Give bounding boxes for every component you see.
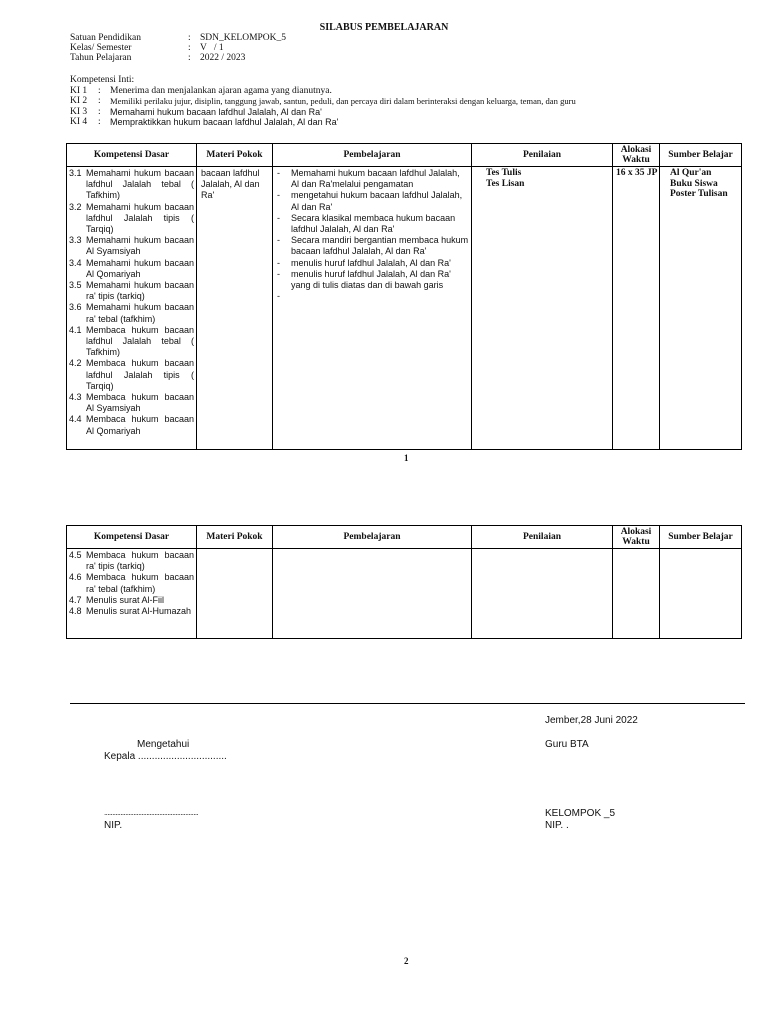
meta-value: V / 1 — [200, 43, 224, 53]
ki-number: KI 1 — [70, 85, 88, 96]
kd-number: 4.5 — [69, 550, 82, 560]
penilaian-cell — [472, 167, 613, 450]
ki-block — [70, 75, 750, 128]
kepala-name-line: .......................................................... — [104, 808, 199, 817]
kd-item — [69, 202, 194, 236]
materi-cell — [197, 549, 273, 639]
header-alokasi-waktu: Alokasi Waktu — [613, 144, 660, 167]
pembelajaran-text: mengetahui hukum bacaan lafdhul Jalalah, Al dan Ra' — [291, 190, 463, 212]
meta-label: Tahun Pelajaran — [70, 53, 132, 63]
header-materi-pokok: Materi Pokok — [197, 526, 273, 549]
meta-value: SDN_KELOMPOK_5 — [200, 33, 287, 43]
kd-text: Membaca hukum bacaan ra' tipis (tarkiq) — [86, 550, 194, 572]
meta-row: Satuan Pendidikan : SDN_KELOMPOK_5 — [70, 33, 287, 43]
pembelajaran-text: menulis huruf lafdhul Jalalah, Al dan Ra' yang di tulis diatas dan di bawah garis — [291, 268, 451, 291]
kd-number: 4.2 — [69, 358, 82, 369]
kepala-label: Kepala ................................ — [104, 751, 227, 762]
kd-item — [69, 358, 194, 392]
pembelajaran-item: - mengetahui hukum bacaan lafdhul Jalalah, Al dan Ra' — [275, 190, 469, 212]
header-penilaian: Penilaian — [472, 526, 613, 549]
kd-text: Memahami hukum bacaan ra' tipis (tarkiq) — [86, 280, 194, 302]
kd-item — [69, 280, 194, 302]
sumber-item: Al Qur'an — [670, 168, 712, 178]
kd-cell — [67, 549, 197, 639]
page-number: 1 — [404, 453, 409, 463]
place-date: Jember,28 Juni 2022 — [545, 715, 638, 726]
penilaian-item: Tes Lisan — [486, 178, 525, 189]
header-kompetensi-dasar: Kompetensi Dasar — [67, 526, 197, 549]
kd-text: Membaca hukum bacaan ra' tebal (tafkhim) — [86, 572, 194, 594]
materi-cell — [197, 167, 273, 450]
table-row — [67, 167, 742, 450]
guru-name: KELOMPOK _5 — [545, 808, 616, 819]
kd-text: Memahami hukum bacaan lafdhul Jalalah tipis ( Tarqiq) — [86, 201, 194, 235]
header-sumber-belajar: Sumber Belajar — [660, 526, 742, 549]
identity-block — [70, 33, 286, 63]
kd-text: Memahami hukum bacaan Al Syamsiyah — [86, 235, 194, 257]
meta-label: Kelas/ Semester — [70, 43, 132, 53]
pembelajaran-text: Secara klasikal membaca hukum bacaan lafdhul Jalalah, Al dan Ra' — [291, 212, 456, 235]
mengetahui-label: Mengetahui — [137, 739, 190, 750]
kd-item — [69, 302, 194, 324]
pembelajaran-text: menulis huruf lafdhul Jalalah, Al dan Ra' — [291, 257, 451, 268]
alokasi-cell — [613, 549, 660, 639]
pembelajaran-cell — [273, 167, 472, 450]
meta-row: Kelas/ Semester : V / 1 — [70, 43, 224, 53]
kd-text: Menulis surat Al-Humazah — [86, 606, 192, 617]
sumber-item: Poster Tulisan — [670, 189, 728, 199]
table-row — [67, 549, 742, 639]
ki-heading: Kompetensi Inti: — [70, 75, 135, 85]
header-materi-pokok: Materi Pokok — [197, 144, 273, 167]
kepala-nip: NIP. — [104, 820, 123, 831]
kd-text: Memahami hukum bacaan Al Qomariyah — [86, 257, 194, 279]
kd-item — [69, 258, 194, 280]
meta-label: Satuan Pendidikan — [70, 33, 141, 43]
materi-text: bacaan lafdhul Jalalah, Al dan Ra' — [201, 168, 260, 201]
ki-row: KI 3 : Memahami hukum bacaan lafdhul Jalalah, Al dan Ra' — [70, 106, 322, 117]
kd-number: 4.1 — [69, 324, 82, 335]
guru-role: Guru BTA — [545, 739, 589, 750]
kd-item — [69, 606, 194, 617]
page-number: 2 — [404, 956, 409, 966]
kd-number: 4.4 — [69, 414, 82, 425]
pembelajaran-item: - Memahami hukum bacaan lafdhul Jalalah, Al dan Ra'melalui pengamatan — [275, 168, 469, 190]
kd-number: 3.1 — [69, 168, 82, 178]
kd-number: 3.4 — [69, 257, 82, 268]
kd-number: 4.6 — [69, 572, 82, 583]
kd-text: Menulis surat Al-Fiil — [86, 594, 165, 605]
kd-number: 3.3 — [69, 235, 82, 246]
pembelajaran-text — [291, 291, 469, 302]
pembelajaran-text: Secara mandiri bergantian membaca hukum bacaan lafdhul Jalalah, Al dan Ra' — [291, 235, 469, 257]
meta-row: Tahun Pelajaran : 2022 / 2023 — [70, 53, 246, 63]
kd-number: 4.3 — [69, 392, 82, 403]
penilaian-item: Tes Tulis — [486, 168, 522, 178]
table-header-row — [67, 526, 742, 549]
pembelajaran-item: - menulis huruf lafdhul Jalalah, Al dan Ra' — [275, 258, 469, 269]
header-pembelajaran: Pembelajaran — [273, 144, 472, 167]
kd-text: Memahami hukum bacaan lafdhul Jalalah tebal ( Tafkhim) — [86, 168, 194, 201]
ki-number: KI 4 — [70, 117, 88, 128]
document-title: SILABUS PEMBELAJARAN — [319, 22, 449, 33]
ki-text: Memahami hukum bacaan lafdhul Jalalah, Al dan Ra' — [110, 106, 322, 117]
alokasi-text: 16 x 35 JP — [616, 168, 658, 178]
kd-item — [69, 168, 194, 202]
kd-number: 4.7 — [69, 594, 82, 605]
guru-nip: NIP. . — [545, 820, 569, 831]
kd-text: Membaca hukum bacaan lafdhul Jalalah tipis ( Tarqiq) — [86, 358, 194, 391]
header-penilaian: Penilaian — [472, 144, 613, 167]
kd-text: Membaca hukum bacaan Al Qomariyah — [86, 414, 194, 436]
divider — [70, 703, 745, 704]
kd-item — [69, 595, 194, 606]
ki-text: Memiliki perilaku jujur, disiplin, tanggung jawab, santun, peduli, dan percaya diri dalam berinteraksi dengan keluarga, teman, dan guru — [110, 96, 576, 107]
table-header-row — [67, 144, 742, 167]
ki-text: Menerima dan menjalankan ajaran agama yang dianutnya. — [110, 85, 332, 96]
kd-item — [69, 414, 194, 436]
kd-text: Memahami hukum bacaan ra' tebal (tafkhim) — [86, 302, 194, 324]
kd-number: 4.8 — [69, 606, 82, 617]
header-kompetensi-dasar: Kompetensi Dasar — [67, 144, 197, 167]
header-pembelajaran: Pembelajaran — [273, 526, 472, 549]
ki-row: KI 2 : Memiliki perilaku jujur, disiplin, tanggung jawab, santun, peduli, dan percaya diri dalam berinteraksi dengan keluarga, teman, dan guru — [70, 96, 576, 107]
kd-number: 3.6 — [69, 302, 82, 313]
header-alokasi-waktu: Alokasi Waktu — [613, 526, 660, 549]
kd-text: Membaca hukum bacaan Al Syamsiyah — [86, 392, 194, 414]
ki-row: KI 4 : Mempraktikkan hukum bacaan lafdhul Jalalah, Al dan Ra' — [70, 117, 339, 128]
syllabus-table-page-1 — [66, 143, 742, 450]
pembelajaran-item: - menulis huruf lafdhul Jalalah, Al dan Ra' yang di tulis diatas dan di bawah garis — [275, 269, 469, 291]
alokasi-cell — [613, 167, 660, 450]
ki-number: KI 2 — [70, 96, 88, 107]
ki-row: KI 1 : Menerima dan menjalankan ajaran agama yang dianutnya. — [70, 85, 332, 96]
penilaian-cell — [472, 549, 613, 639]
sumber-cell — [660, 167, 742, 450]
sumber-item: Buku Siswa — [670, 178, 718, 189]
syllabus-table-page-2 — [66, 525, 742, 639]
meta-value: 2022 / 2023 — [200, 53, 246, 63]
ki-text: Mempraktikkan hukum bacaan lafdhul Jalalah, Al dan Ra' — [110, 117, 339, 128]
kd-text: Membaca hukum bacaan lafdhul Jalalah tebal ( Tafkhim) — [86, 324, 194, 358]
pembelajaran-text: Memahami hukum bacaan lafdhul Jalalah, Al dan Ra'melalui pengamatan — [291, 168, 460, 190]
kd-number: 3.2 — [69, 201, 82, 212]
kd-cell — [67, 167, 197, 450]
kd-item — [69, 325, 194, 359]
pembelajaran-item: - — [275, 291, 469, 302]
header-sumber-belajar: Sumber Belajar — [660, 144, 742, 167]
pembelajaran-item: - Secara klasikal membaca hukum bacaan lafdhul Jalalah, Al dan Ra' — [275, 213, 469, 235]
kd-number: 3.5 — [69, 280, 82, 291]
kd-item — [69, 235, 194, 257]
pembelajaran-item: - Secara mandiri bergantian membaca hukum bacaan lafdhul Jalalah, Al dan Ra' — [277, 235, 469, 257]
kd-item — [69, 572, 194, 594]
kd-item — [69, 392, 194, 414]
ki-number: KI 3 — [70, 106, 88, 117]
kd-item — [69, 550, 194, 572]
sumber-cell — [660, 549, 742, 639]
pembelajaran-cell — [273, 549, 472, 639]
